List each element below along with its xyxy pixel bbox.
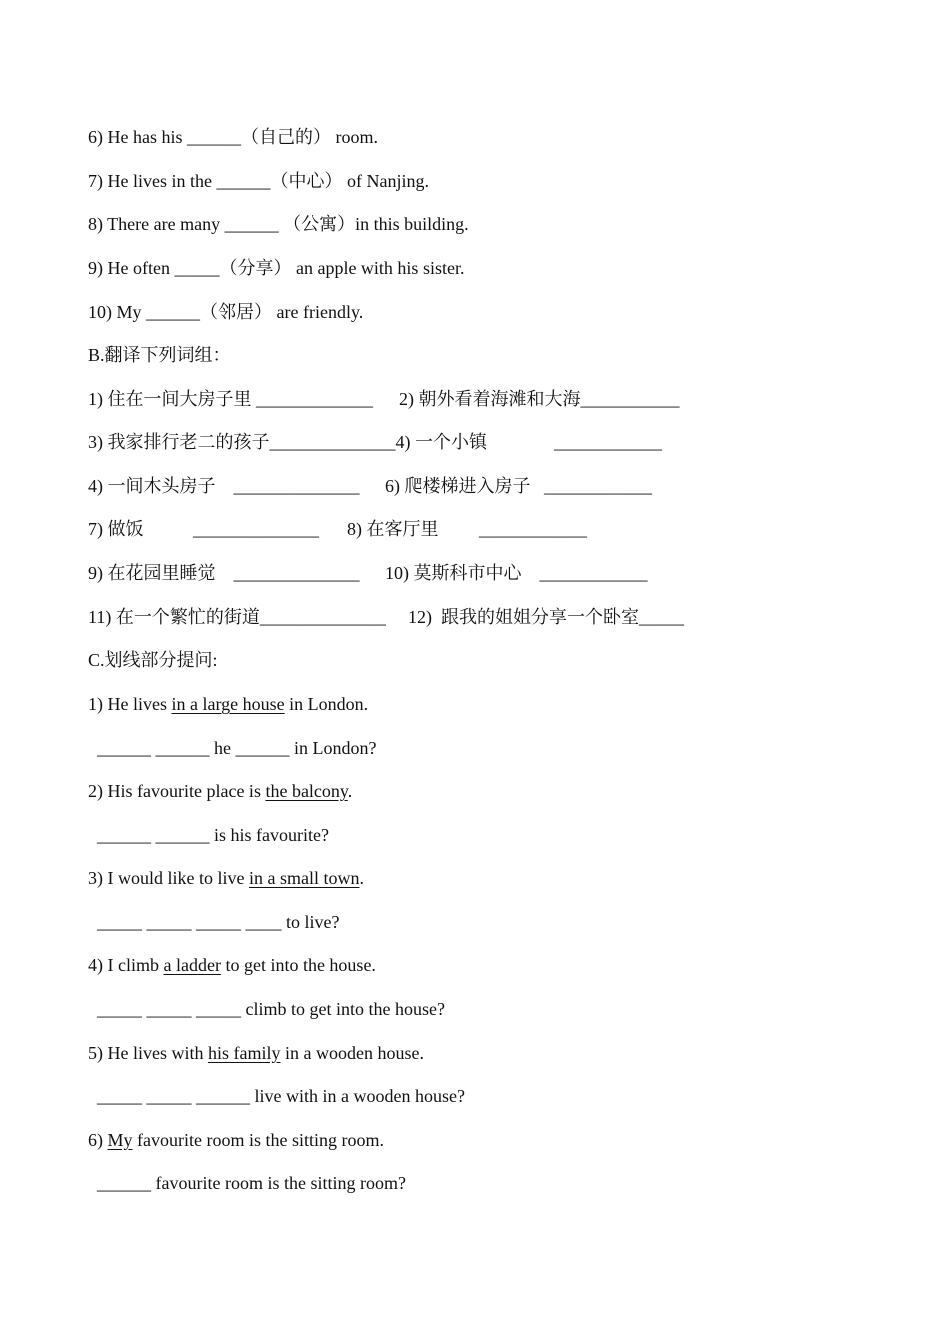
question-sentence: 3) I would like to live in a small town.: [88, 868, 364, 888]
underlined-phrase: in a small town: [248, 868, 360, 888]
translation-item: 4) 一间木头房子 ______________: [88, 476, 360, 496]
fill-blank-item: 10) My ______（邻居） are friendly.: [88, 302, 364, 322]
translation-item: 6) 爬楼梯进入房子 ____________: [385, 476, 652, 496]
fill-blank-item: 8) There are many ______ （公寓）in this building.: [88, 214, 469, 234]
answer-blank-line: _____ _____ ______ live with in a wooden house?: [97, 1086, 465, 1106]
answer-blank-line: _____ _____ _____ climb to get into the house?: [97, 999, 445, 1019]
underlined-phrase: his family: [207, 1043, 281, 1063]
fill-blank-item: 6) He has his ______（自己的） room.: [88, 127, 378, 147]
translation-item: ____________: [554, 432, 662, 452]
underlined-phrase: a ladder: [163, 955, 221, 975]
question-sentence: 5) He lives with his family in a wooden house.: [88, 1043, 424, 1063]
translation-item: 1) 住在一间大房子里 _____________: [88, 389, 373, 409]
answer-blank-line: ______ favourite room is the sitting room?: [97, 1173, 406, 1193]
fill-blank-item: 9) He often _____（分享） an apple with his sister.: [88, 258, 465, 278]
fill-blank-item: 7) He lives in the ______（中心） of Nanjing.: [88, 171, 429, 191]
question-sentence: 1) He lives in a large house in London.: [88, 694, 369, 714]
question-sentence: 2) His favourite place is the balcony.: [88, 781, 353, 801]
question-sentence: 6) My favourite room is the sitting room.: [88, 1130, 384, 1150]
answer-blank-line: ______ ______ he ______ in London?: [97, 738, 377, 758]
answer-blank-line: _____ _____ _____ ____ to live?: [97, 912, 340, 932]
translation-item: 10) 莫斯科市中心 ____________: [385, 563, 648, 583]
question-sentence: 4) I climb a ladder to get into the house.: [88, 955, 376, 975]
section-b-heading: B.翻译下列词组：: [88, 345, 231, 365]
underlined-phrase: in a large house: [171, 694, 285, 714]
section-c-heading: C.划线部分提问:: [88, 650, 218, 670]
underlined-phrase: the balcony: [265, 781, 348, 801]
translation-item: 2) 朝外看着海滩和大海___________: [399, 389, 680, 409]
translation-item: 11) 在一个繁忙的街道______________: [88, 607, 386, 627]
translation-item: 8) 在客厅里 ____________: [347, 519, 587, 539]
translation-item: 12) 跟我的姐姐分享一个卧室_____: [408, 607, 684, 627]
answer-blank-line: ______ ______ is his favourite?: [97, 825, 329, 845]
translation-item: 7) 做饭 ______________: [88, 519, 319, 539]
translation-item: 3) 我家排行老二的孩子______________4) 一个小镇: [88, 432, 487, 452]
underlined-phrase: My: [107, 1130, 133, 1150]
translation-item: 9) 在花园里睡觉 ______________: [88, 563, 360, 583]
